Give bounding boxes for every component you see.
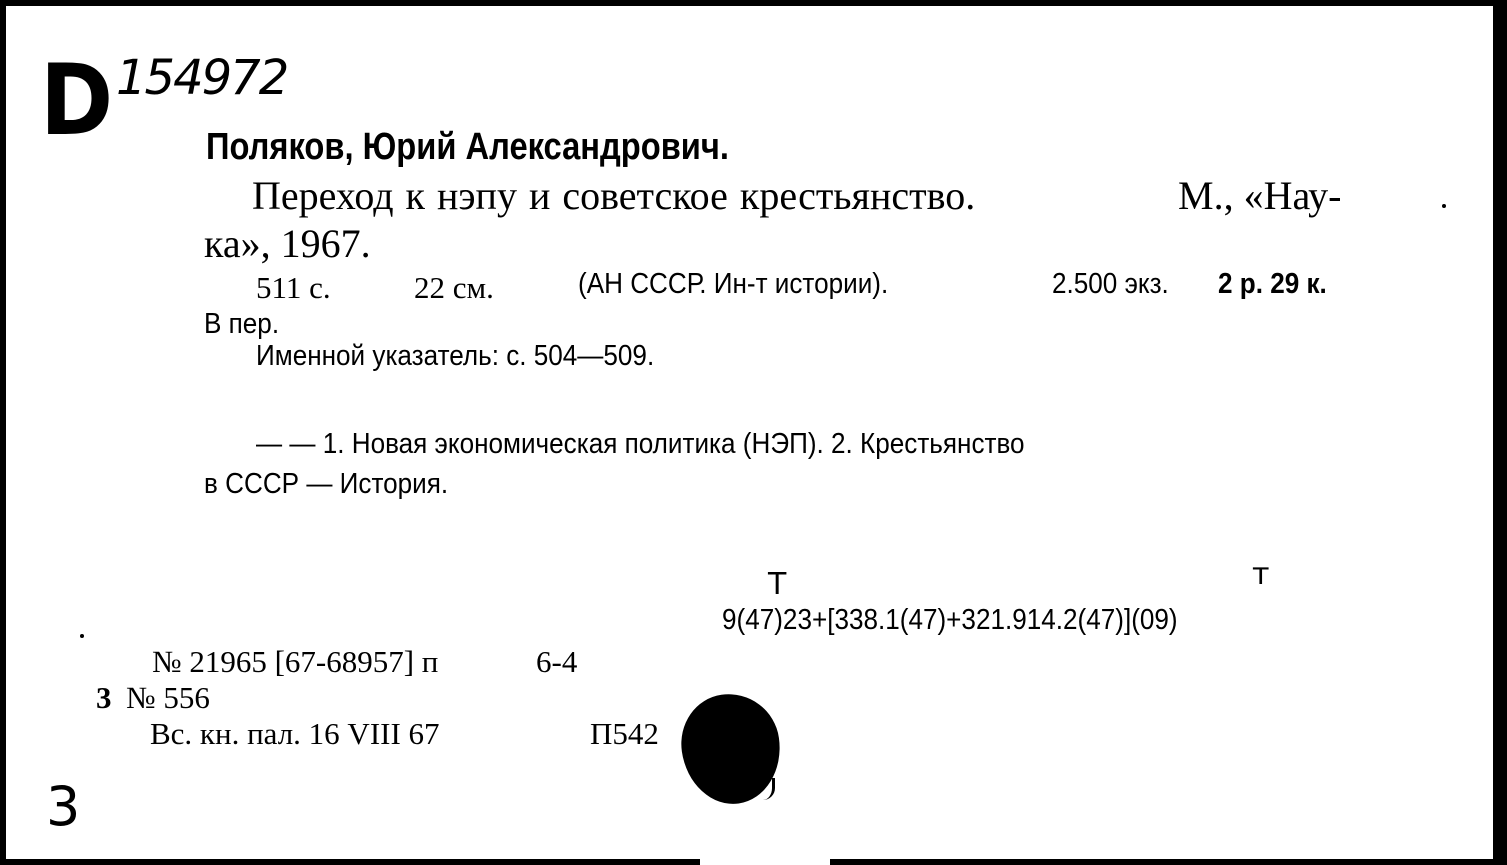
- classification-mark-2: т: [1252, 557, 1270, 592]
- size: 22 см.: [414, 270, 494, 305]
- index-note: Именной указатель: с. 504—509.: [256, 340, 655, 372]
- author-name: Поляков, Юрий Александрович.: [206, 126, 729, 168]
- catalog-code: П542: [590, 716, 659, 751]
- speck: [80, 634, 84, 638]
- title-line-2: ка», 1967.: [204, 221, 371, 266]
- subject-headings-line-2: в СССР — История.: [204, 468, 449, 500]
- binding: В пер.: [204, 308, 280, 340]
- pages: 511 с.: [256, 270, 331, 305]
- subject-headings-line-1: — — 1. Новая экономическая политика (НЭП). 2. Крестьянство: [256, 428, 1025, 460]
- series: (АН СССР. Ин-т истории).: [578, 268, 889, 300]
- record-code: 6-4: [536, 644, 578, 679]
- order-number: № 556: [126, 680, 210, 715]
- classification-mark-1: Т: [768, 567, 787, 602]
- record-number: № 21965 [67-68957] п: [152, 644, 439, 679]
- copies: 2.500 экз.: [1052, 268, 1169, 300]
- handwritten-number: 3: [46, 775, 81, 838]
- publisher-start: М., «Нау-: [1178, 173, 1342, 218]
- border-gap: [700, 859, 830, 865]
- call-number: 154972: [116, 50, 288, 106]
- speck: [1442, 204, 1446, 208]
- price: 2 р. 29 к.: [1218, 268, 1327, 300]
- title-line-1: Переход к нэпу и советское крестьянство.: [252, 173, 976, 218]
- book-chamber-date: Вс. кн. пал. 16 VIII 67: [150, 716, 440, 751]
- classification-code: 9(47)23+[338.1(47)+321.914.2(47)](09): [722, 604, 1178, 636]
- order-prefix: 3: [96, 680, 112, 715]
- call-letter: D: [40, 44, 114, 158]
